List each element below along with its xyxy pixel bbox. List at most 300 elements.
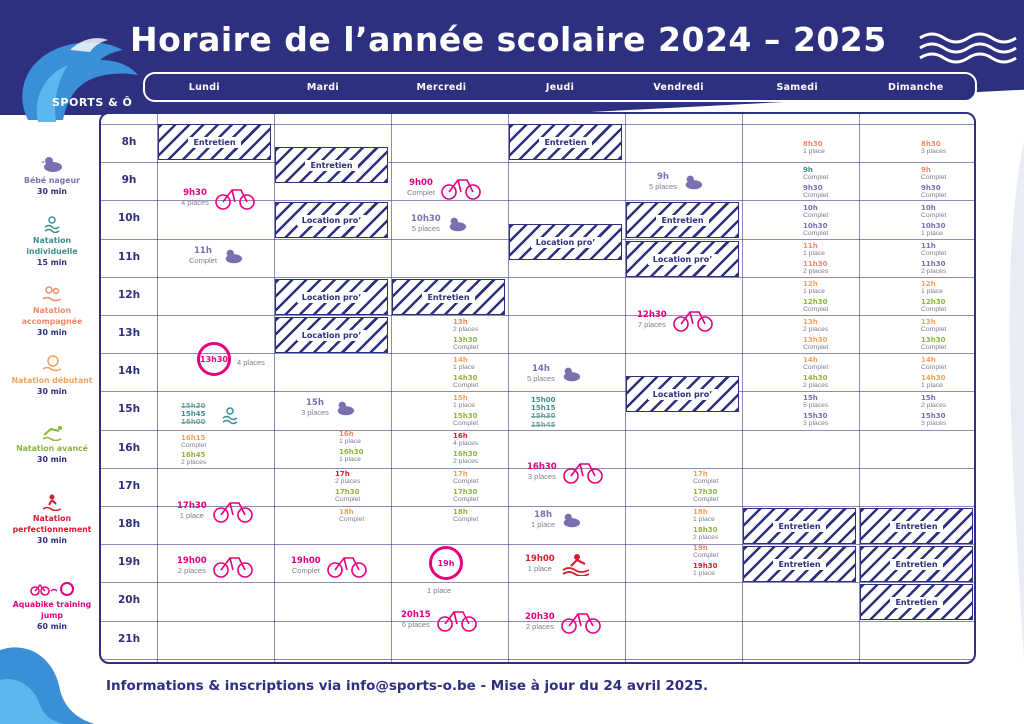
legend-item-natation-perfectionnement (8, 493, 96, 547)
expert-swim-icon (561, 552, 593, 576)
slot-time: 20h15 (401, 610, 431, 620)
slot-time: 14h30 (803, 374, 828, 382)
slot-note: 4 places (181, 198, 209, 207)
slot-note: 1 place (921, 288, 943, 296)
slot-time: 11h30 (803, 260, 828, 268)
slot-note: Complet (921, 326, 947, 334)
slot-jeudi-18h[interactable] (531, 510, 581, 530)
slot-time: 9h30 (803, 184, 823, 192)
aquabike-icon (30, 581, 74, 597)
grid-row-line (101, 162, 976, 163)
slot-samedi-11h[interactable] (803, 242, 825, 258)
slot-vendredi-18h[interactable] (693, 508, 715, 524)
legend-duration: 30 min (37, 536, 67, 545)
location-pro-label: Location pro’ (648, 389, 717, 400)
grid-row-line (101, 391, 976, 392)
slot-time: 9h30 (921, 184, 941, 192)
day-header-bar (143, 72, 977, 102)
swimmer-icon (41, 215, 63, 233)
entretien-block (626, 202, 739, 238)
swimmer-icon (219, 404, 241, 426)
slot-mardi-15h[interactable] (301, 398, 355, 418)
duck-icon (335, 399, 355, 417)
slot-mercredi-16h[interactable] (453, 432, 478, 448)
schedule-grid (99, 112, 976, 664)
slot-note: Complet (693, 552, 719, 560)
entretien-label: Entretien (188, 137, 240, 148)
slot-note: Complet (921, 364, 947, 372)
slot-samedi-15h30[interactable] (803, 412, 828, 428)
slot-mercredi-9h00[interactable] (407, 176, 481, 200)
hour-label: 8h (121, 136, 137, 148)
slot-time: 13h30 (200, 354, 228, 364)
slot-samedi-11h30[interactable] (803, 260, 828, 276)
location-pro-label: Location pro’ (648, 254, 717, 265)
slot-lundi-11h[interactable] (189, 246, 243, 266)
slot-note: 6 places (401, 620, 430, 629)
slot-note: Complet (453, 478, 479, 486)
slot-samedi-15h[interactable] (803, 394, 828, 410)
hour-label: 9h (121, 174, 137, 187)
slot-note: 3 places (803, 420, 829, 428)
slot-note: 3 places (527, 472, 556, 481)
slot-note: Complet (453, 516, 479, 524)
slot-dimanche-13h[interactable] (921, 318, 946, 334)
grid-col-line (508, 114, 509, 664)
hour-label: 18h (117, 518, 141, 530)
slot-samedi-10h30[interactable] (803, 222, 828, 238)
slot-note: Complet (803, 306, 829, 314)
slot-time: 19h (693, 544, 708, 552)
legend-item-bebe-nageur (8, 155, 96, 198)
slot-mercredi-15h30[interactable] (453, 412, 478, 428)
slot-dimanche-13h30[interactable] (921, 336, 946, 352)
slot-mardi-19h00[interactable] (291, 554, 367, 578)
slot-dimanche-11h[interactable] (921, 242, 946, 258)
entretien-block (860, 584, 973, 620)
slot-note: 1 place (693, 516, 715, 524)
slot-note: 1 place (921, 230, 943, 238)
jump-ring-icon[interactable] (429, 546, 463, 580)
duck-icon (561, 365, 581, 383)
slot-note: 5 places (527, 374, 555, 383)
slot-time: 10h (803, 204, 818, 212)
slot-note: 2 places (453, 326, 479, 334)
day-samedi: Samedi (776, 81, 818, 93)
slot-time: 15h45 (181, 410, 206, 419)
slot-note: Complet (803, 344, 829, 352)
slot-time: 10h30 (921, 222, 946, 230)
entretien-block (509, 124, 622, 160)
slot-note: 1 place (427, 586, 452, 595)
slot-time: 16h45 (181, 451, 206, 459)
day-dimanche: Dimanche (888, 81, 944, 93)
slot-time: 17h30 (693, 488, 718, 496)
slot-note: 2 places (803, 268, 829, 276)
slot-mercredi-20h15[interactable] (401, 608, 477, 632)
page-title: Horaire de l’année scolaire 2024 – 2025 (130, 20, 887, 59)
slot-note: Complet (803, 364, 829, 372)
beginner-swim-icon (41, 355, 63, 373)
slot-lundi-16h15[interactable] (181, 434, 206, 450)
hour-label: 19h (117, 556, 141, 569)
slot-time: 9h (803, 166, 813, 174)
grid-row-line (101, 430, 976, 431)
slot-mercredi-18h[interactable] (453, 508, 478, 524)
location-pro-block (626, 376, 739, 412)
slot-samedi-13h[interactable] (803, 318, 828, 334)
hour-label: 21h (117, 632, 141, 645)
slot-jeudi-20h30[interactable] (525, 610, 601, 634)
slot-lundi-16h45[interactable] (181, 451, 206, 467)
slot-time: 11h (921, 242, 936, 250)
slot-mardi-16h[interactable] (339, 430, 361, 446)
grid-row-line (101, 659, 976, 660)
legend-duration: 15 min (37, 258, 67, 267)
slot-note: 3 places (921, 148, 947, 156)
legend-name: Bébé nageur (24, 176, 80, 185)
slot-lundi-17h30[interactable] (177, 499, 253, 523)
slot-mercredi-17h[interactable] (453, 470, 478, 486)
slot-note: 1 place (527, 564, 552, 573)
slot-dimanche-9h30[interactable] (921, 184, 946, 200)
slot-mardi-17h30[interactable] (335, 488, 360, 504)
slot-time: 18h (534, 510, 553, 520)
legend-duration: 30 min (37, 387, 67, 396)
legend-duration: 30 min (37, 187, 67, 196)
slot-time: 11h30 (921, 260, 946, 268)
slot-time: 14h30 (453, 374, 478, 382)
slot-time: 12h30 (921, 298, 946, 306)
slot-time: 18h (453, 508, 468, 516)
slot-time: 16h30 (453, 450, 478, 458)
slot-time: 11h (194, 246, 212, 256)
slot-samedi-8h30[interactable] (803, 140, 825, 156)
legend-item-natation-individuelle (8, 215, 96, 269)
slot-note: 2 places (525, 622, 554, 631)
accompanied-swim-icon (41, 285, 63, 303)
slot-time: 16h (339, 430, 354, 438)
slot-note: Complet (921, 174, 947, 182)
slot-note: 2 places (181, 459, 207, 467)
jump-ring-icon[interactable] (197, 342, 231, 376)
slot-time: 12h (921, 280, 936, 288)
slot-lundi-19h00[interactable] (177, 554, 253, 578)
slot-samedi-9h30[interactable] (803, 184, 828, 200)
entretien-block (743, 546, 856, 582)
slot-dimanche-8h30[interactable] (921, 140, 946, 156)
entretien-label: Entretien (539, 137, 591, 148)
slot-samedi-9h[interactable] (803, 166, 828, 182)
slot-time: 13h (803, 318, 818, 326)
entretien-label: Entretien (656, 215, 708, 226)
slot-time: 17h30 (177, 501, 207, 511)
day-vendredi: Vendredi (653, 81, 704, 93)
slot-note: 1 place (803, 288, 825, 296)
slot-time: 17h30 (453, 488, 478, 496)
slot-time: 10h30 (411, 214, 441, 224)
slot-note: Complet (407, 188, 435, 197)
entretien-block (860, 546, 973, 582)
slot-time: 19h30 (693, 562, 718, 570)
slot-time: 17h (335, 470, 350, 478)
slot-note: 2 places (921, 402, 947, 410)
location-pro-label: Location pro’ (297, 215, 366, 226)
slot-note: Complet (453, 420, 479, 428)
slot-time: 14h (453, 356, 468, 364)
advanced-swim-icon (41, 423, 63, 441)
duck-icon (41, 155, 63, 173)
slot-vendredi-19h[interactable] (693, 544, 718, 560)
legend-name: Natation individuelle (26, 236, 78, 256)
slot-time: 13h30 (921, 336, 946, 344)
slot-time: 9h (921, 166, 931, 174)
slot-dimanche-14h30[interactable] (921, 374, 945, 390)
slot-time: 16h15 (181, 434, 206, 442)
aquabike-icon (563, 460, 603, 484)
slot-dimanche-15h30[interactable] (921, 412, 946, 428)
slot-dimanche-12h[interactable] (921, 280, 943, 296)
entretien-block (158, 124, 271, 160)
location-pro-label: Location pro’ (297, 292, 366, 303)
slot-samedi-12h30[interactable] (803, 298, 828, 314)
slot-time: 16h30 (339, 448, 364, 456)
slot-time: 19h (437, 558, 455, 568)
entretien-block (860, 508, 973, 544)
slot-dimanche-15h[interactable] (921, 394, 946, 410)
aquabike-icon (213, 499, 253, 523)
slot-jeudi-14h[interactable] (527, 364, 581, 384)
location-pro-label: Location pro’ (531, 237, 600, 248)
slot-mercredi-15h[interactable] (453, 394, 475, 410)
slot-vendredi-9h[interactable] (649, 172, 703, 192)
slot-note: Complet (693, 496, 719, 504)
slot-time: 14h (921, 356, 936, 364)
slot-note: 1 place (803, 250, 825, 258)
slot-mardi-16h30[interactable] (339, 448, 363, 464)
slot-mercredi-14h30[interactable] (453, 374, 478, 390)
slot-time: 12h (803, 280, 818, 288)
day-mercredi: Mercredi (416, 81, 467, 93)
hour-label: 16h (117, 441, 141, 454)
slot-time: 13h (453, 318, 468, 326)
hour-label: 13h (117, 327, 141, 339)
slot-note: Complet (181, 442, 207, 450)
legend-name: Natation perfectionnement (12, 514, 92, 534)
slot-note: Complet (803, 230, 829, 238)
day-mardi: Mardi (306, 81, 339, 93)
entretien-label: Entretien (422, 292, 474, 303)
slot-mercredi-17h30[interactable] (453, 488, 478, 504)
slot-time: 15h30 (453, 412, 478, 420)
slot-mercredi-13h30[interactable] (453, 336, 478, 352)
slot-note: 2 places (921, 268, 947, 276)
waves-icon (918, 28, 1018, 64)
slot-time: 11h (803, 242, 818, 250)
slot-note: Complet (921, 344, 947, 352)
slot-note: 7 places (637, 320, 666, 329)
slot-note: 2 places (453, 458, 479, 466)
slot-note: Complet (189, 256, 217, 265)
slot-lundi-15h45[interactable]: 15h30 15h45 16h00 (181, 402, 206, 427)
slot-time: 18h30 (693, 526, 718, 534)
entretien-label: Entretien (890, 597, 942, 608)
slot-note: Complet (803, 174, 829, 182)
slot-time: 19h00 (291, 556, 321, 566)
grid-row-line (101, 353, 976, 354)
duck-icon (683, 173, 703, 191)
slot-note: Complet (339, 516, 365, 524)
slot-time: 15h30 (803, 412, 828, 420)
aquabike-icon (213, 554, 253, 578)
slot-jeudi-19h00[interactable] (525, 552, 593, 576)
slot-note: 2 places (803, 382, 829, 390)
slot-dimanche-10h[interactable] (921, 204, 946, 220)
slot-note: 5 places (411, 224, 440, 233)
location-pro-block (626, 241, 739, 277)
grid-row-line (101, 315, 976, 316)
hour-label: 10h (117, 212, 141, 225)
entretien-label: Entretien (773, 559, 825, 570)
slot-time: 12h30 (637, 310, 667, 320)
slot-time: 9h (656, 172, 669, 182)
slot-note: 1 place (453, 402, 475, 410)
entretien-label: Entretien (890, 559, 942, 570)
grid-col-line (157, 114, 158, 664)
slot-mardi-18h[interactable] (339, 508, 364, 524)
legend-name: Natation avancé (16, 444, 88, 453)
duck-icon (447, 215, 467, 233)
slot-vendredi-17h30[interactable] (693, 488, 718, 504)
slot-vendredi-12h30[interactable] (637, 308, 713, 332)
slot-note: 1 place (339, 438, 361, 446)
slot-note: 1 place (339, 456, 361, 464)
slot-time: 13h30 (803, 336, 828, 344)
slot-note: Complet (921, 192, 947, 200)
slot-mercredi-10h30[interactable] (411, 214, 467, 234)
slot-time: 14h (532, 364, 550, 374)
slot-time: 18h (339, 508, 354, 516)
slot-jeudi-15h[interactable]: 15h00 15h15 15h30 15h45 (531, 396, 556, 429)
slot-time: 15h (921, 394, 936, 402)
legend-duration: 30 min (37, 328, 67, 337)
slot-dimanche-10h30[interactable] (921, 222, 945, 238)
slot-note: 2 places (177, 566, 206, 575)
slot-note: Complet (335, 496, 361, 504)
legend-name: Natation débutant (11, 376, 93, 385)
brand-name: SPORTS & Ô (52, 96, 133, 109)
slot-time: 19h00 (177, 556, 207, 566)
slot-note: 1 place (531, 520, 556, 529)
slot-lundi-9h30[interactable] (181, 186, 255, 210)
slot-time: 8h30 (921, 140, 941, 148)
slot-samedi-10h[interactable] (803, 204, 828, 220)
slot-dimanche-14h[interactable] (921, 356, 946, 372)
entretien-label: Entretien (773, 521, 825, 532)
slot-note: 1 place (921, 382, 943, 390)
slot-time: 16h (453, 432, 468, 440)
aquabike-icon (441, 176, 481, 200)
aquabike-icon (437, 608, 477, 632)
slot-mercredi-14h[interactable] (453, 356, 475, 372)
slot-time: 15h00 (531, 396, 556, 404)
slot-vendredi-17h[interactable] (693, 470, 718, 486)
location-pro-block (275, 317, 388, 353)
slot-dimanche-12h30[interactable] (921, 298, 946, 314)
slot-time: 19h00 (525, 554, 555, 564)
slot-time: 14h (803, 356, 818, 364)
slot-note: Complet (453, 496, 479, 504)
slot-note: 2 places (335, 478, 361, 486)
slot-time: 17h30 (335, 488, 360, 496)
wave-corner-icon (0, 630, 95, 724)
slot-note: 5 places (803, 402, 829, 410)
legend-item-natation-accompagnee (8, 285, 96, 339)
hour-label: 20h (117, 594, 141, 607)
aquabike-icon (561, 610, 601, 634)
slot-time: 15h (453, 394, 468, 402)
slot-samedi-12h[interactable] (803, 280, 825, 296)
slot-note: 3 places (301, 408, 329, 417)
location-pro-block (275, 279, 388, 315)
slot-note: Complet (453, 382, 479, 390)
slot-samedi-14h30[interactable] (803, 374, 828, 390)
slot-note: Complet (921, 212, 947, 220)
slot-time: 18h (693, 508, 708, 516)
slot-mardi-17h[interactable] (335, 470, 360, 486)
slot-time: 17h (693, 470, 708, 478)
slot-vendredi-18h30[interactable] (693, 526, 718, 542)
slot-note: 5 places (649, 182, 677, 191)
slot-note: 2 places (693, 534, 719, 542)
grid-row-line (101, 277, 976, 278)
slot-samedi-14h[interactable] (803, 356, 828, 372)
slot-time: 10h (921, 204, 936, 212)
hour-label: 12h (117, 288, 141, 301)
slot-time: 10h30 (803, 222, 828, 230)
slot-time: 9h30 (183, 188, 207, 198)
slot-vendredi-19h30[interactable] (693, 562, 717, 578)
legend-duration: 60 min (37, 622, 67, 631)
slot-note: 1 place (179, 511, 204, 520)
duck-icon (223, 247, 243, 265)
slot-dimanche-11h30[interactable] (921, 260, 946, 276)
decorative-swoosh (980, 140, 1024, 660)
slot-time: 17h (453, 470, 468, 478)
slot-time: 15h (306, 398, 324, 408)
slot-mercredi-16h30[interactable] (453, 450, 478, 466)
slot-note: 1 place (693, 570, 715, 578)
entretien-block (743, 508, 856, 544)
slot-jeudi-16h30[interactable] (527, 460, 603, 484)
footer-info: Informations & inscriptions via info@sports-o.be - Mise à jour du 24 avril 2025. (106, 678, 709, 694)
slot-samedi-13h30[interactable] (803, 336, 828, 352)
slot-mercredi-13h[interactable] (453, 318, 478, 334)
slot-time: 8h30 (803, 140, 823, 148)
aquabike-icon (673, 308, 713, 332)
slot-note: Complet (921, 250, 947, 258)
slot-note: 4 places (453, 440, 479, 448)
duck-icon (561, 511, 581, 529)
slot-note: Complet (921, 306, 947, 314)
entretien-label: Entretien (890, 521, 942, 532)
slot-time: 14h30 (921, 374, 946, 382)
slot-dimanche-9h[interactable] (921, 166, 946, 182)
slot-note: Complet (803, 212, 829, 220)
slot-note: Complet (291, 566, 320, 575)
slot-time: 9h00 (409, 178, 433, 188)
slot-time: 12h30 (803, 298, 828, 306)
